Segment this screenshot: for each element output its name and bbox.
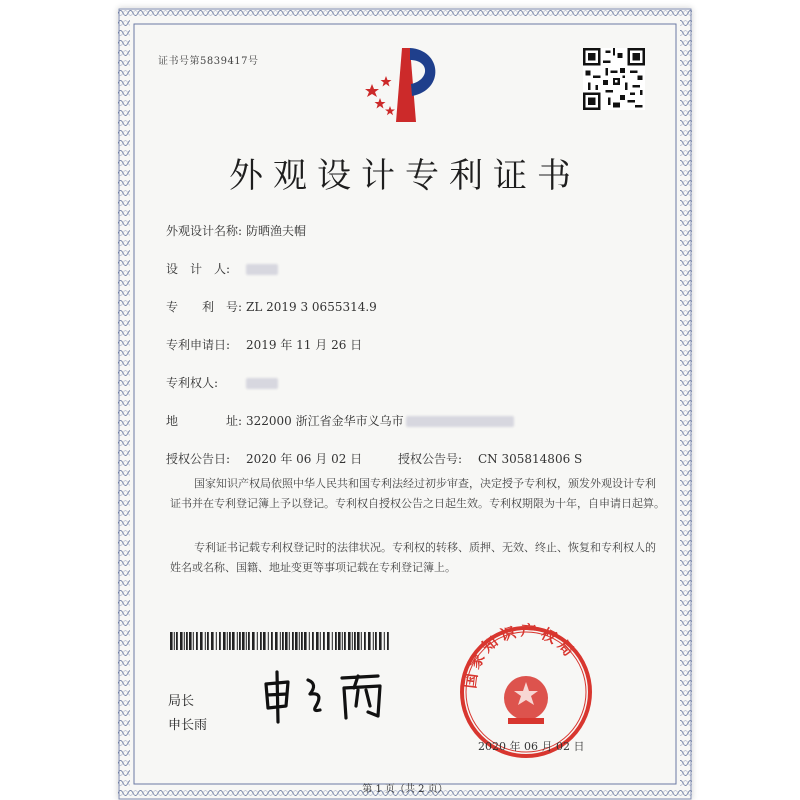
certificate-paper: [118, 8, 692, 800]
filing-date-value: 2019 年 11 月 26 日: [246, 338, 363, 352]
patent-holder-row: [166, 374, 278, 391]
address-row: [166, 412, 514, 429]
body-paragraph-2: 专利证书记载专利权登记时的法律状况。专利权的转移、质押、无效、终止、恢复和专利权人的姓名或名称、国籍、地址变更等事项记载在专利登记簿上。: [170, 541, 656, 574]
seal-text: 国家知识产权局: [461, 622, 581, 690]
address-label: 地 址:: [166, 414, 243, 428]
director-name: 申长雨: [168, 718, 208, 733]
designer-redacted: [246, 264, 278, 275]
patent-holder-redacted: [246, 378, 278, 389]
designer-label: 设 计 人:: [166, 262, 231, 276]
patent-number-value: ZL 2019 3 0655314.9: [246, 300, 377, 314]
filing-date-label: 专利申请日:: [166, 338, 231, 352]
design-name-label: 外观设计名称:: [166, 224, 243, 238]
grant-number-label: 授权公告号:: [398, 452, 463, 466]
barcode-icon: [170, 632, 390, 650]
patent-holder-label: 专利权人:: [166, 376, 219, 390]
patent-number-label: 专 利 号:: [166, 300, 243, 314]
address-value: 322000 浙江省金华市义乌市: [246, 414, 404, 428]
design-name-row: [166, 222, 306, 239]
grant-number-value: CN 305814806 S: [478, 452, 583, 466]
grant-date-value: 2020 年 06 月 02 日: [246, 452, 363, 466]
patent-number-row: [166, 298, 377, 315]
address-redacted: [406, 416, 514, 427]
filing-date-row: [166, 336, 362, 353]
director-title: 局长: [168, 694, 195, 709]
page-number: 第 1 页（共 2 页）: [362, 784, 448, 795]
grant-date-label: 授权公告日:: [166, 452, 231, 466]
design-name-value: 防晒渔夫帽: [246, 224, 307, 238]
body-paragraph-1: 国家知识产权局依照中华人民共和国专利法经过初步审查，决定授予专利权，颁发外观设计专利证书并在专利登记簿上予以登记。专利权自授权公告之日起生效。专利权期限为十年，自申请日起算。: [170, 477, 665, 510]
certificate-number: 证书号第5839417号: [158, 56, 259, 67]
grant-date-row: [166, 450, 582, 467]
handwritten-signature: [258, 666, 408, 726]
qr-code-icon: [583, 48, 645, 110]
cnipa-logo-icon: [350, 40, 450, 130]
seal-date: 2020 年 06 月 02 日: [478, 740, 585, 753]
designer-row: [166, 260, 278, 277]
certificate-title: 外观设计专利证书: [229, 156, 581, 196]
